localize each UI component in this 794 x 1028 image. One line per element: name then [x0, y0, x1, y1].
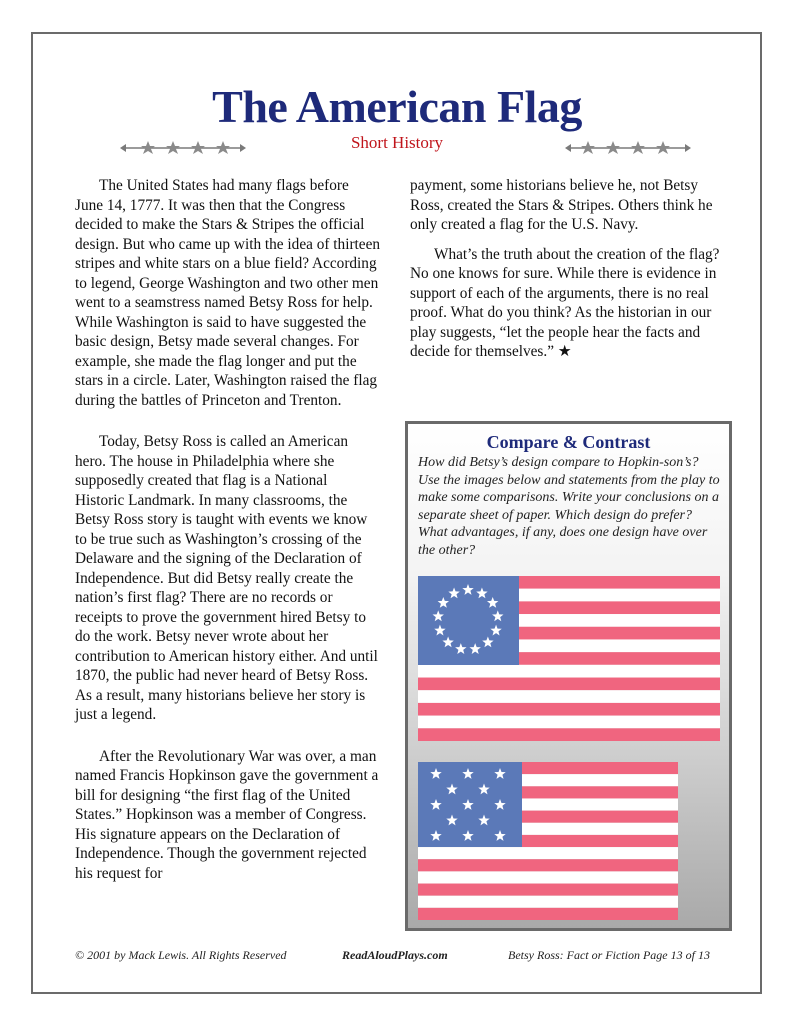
- footer-site: ReadAloudPlays.com: [342, 948, 448, 962]
- footer-copyright: © 2001 by Mack Lewis. All Rights Reserved: [75, 948, 287, 962]
- white-stripe: [418, 690, 720, 703]
- ornament-right-icon: [563, 138, 693, 158]
- page-subtitle: Short History: [350, 133, 444, 152]
- paragraph: The United States had many flags before June 14, 1777. It was then that the Congress decided to make the Stars & Stripes the official design. But who came up with the idea of thirteen stripes and white stars on a blue field? According to legend, George Washington and two other men went to a seamstress named Betsy Ross for help. While Washington is said to have suggested the basic design, Betsy made several changes. For example, she made the flag longer and put the stars in a circle. Later, Washington raised the flag during the battles of Princeton and Trenton.: [75, 177, 381, 409]
- box-instructions: How did Betsy’s design compare to Hopkin-son’s? Use the images below and statements from the play to make some comparisons. Write your conclusions on a separate sheet of paper. Which design do prefer? What advantages, if any, does one design have over the other?: [418, 455, 720, 558]
- paragraph: What’s the truth about the creation of the flag? No one knows for sure. While there is evidence in support of each of the arguments, there is no real proof. What do you think? As the historian in our play suggests, “let the people hear the facts and decide for themselves.” ★: [410, 245, 720, 360]
- hopkinson-flag-image: [418, 762, 678, 920]
- white-stripe: [418, 716, 720, 729]
- white-stripe: [418, 871, 678, 883]
- paragraph: Today, Betsy Ross is called an American hero. The house in Philadelphia where she supposedly created that flag is a National Historic Landmark. In many classrooms, the Betsy Ross story is taught with events we know to be true such as Washington’s crossing of the Delaware and the signing of the Declaration of Independence. But did Betsy really create the nation’s first flag? There are no records or receipts to prove the government hired Betsy to do the work. Betsy never wrote about her contribution to American history either. And until 1870, the public had never heard of Betsy Ross. As a result, many historians believe her story is just a legend.: [75, 433, 378, 723]
- white-stripe: [418, 896, 678, 908]
- footer-page-number: Betsy Ross: Fact or Fiction Page 13 of 13: [508, 948, 710, 962]
- white-stripe: [418, 847, 678, 859]
- red-stripe: [418, 908, 678, 920]
- red-stripe: [418, 678, 720, 691]
- box-title: Compare & Contrast: [486, 432, 651, 452]
- paragraph: After the Revolutionary War was over, a man named Francis Hopkinson gave the government a bill for designing “the first flag of the United States.” Hopkinson was a member of Congress. His signature appears on the Declaration of Independence. Though the government rejected his request for: [75, 747, 379, 882]
- red-stripe: [418, 859, 678, 871]
- red-stripe: [418, 703, 720, 716]
- ornament-left-icon: [118, 138, 248, 158]
- white-stripe: [418, 665, 720, 678]
- red-stripe: [418, 728, 720, 741]
- paragraph: payment, some historians believe he, not Betsy Ross, created the Stars & Stripes. Others think he only created a flag for the U.S. Navy.: [410, 177, 713, 233]
- right-column: [410, 176, 725, 362]
- page-title: The American Flag: [212, 81, 582, 132]
- betsy-ross-flag-image: [418, 576, 720, 741]
- left-column: [75, 176, 380, 883]
- red-stripe: [418, 884, 678, 896]
